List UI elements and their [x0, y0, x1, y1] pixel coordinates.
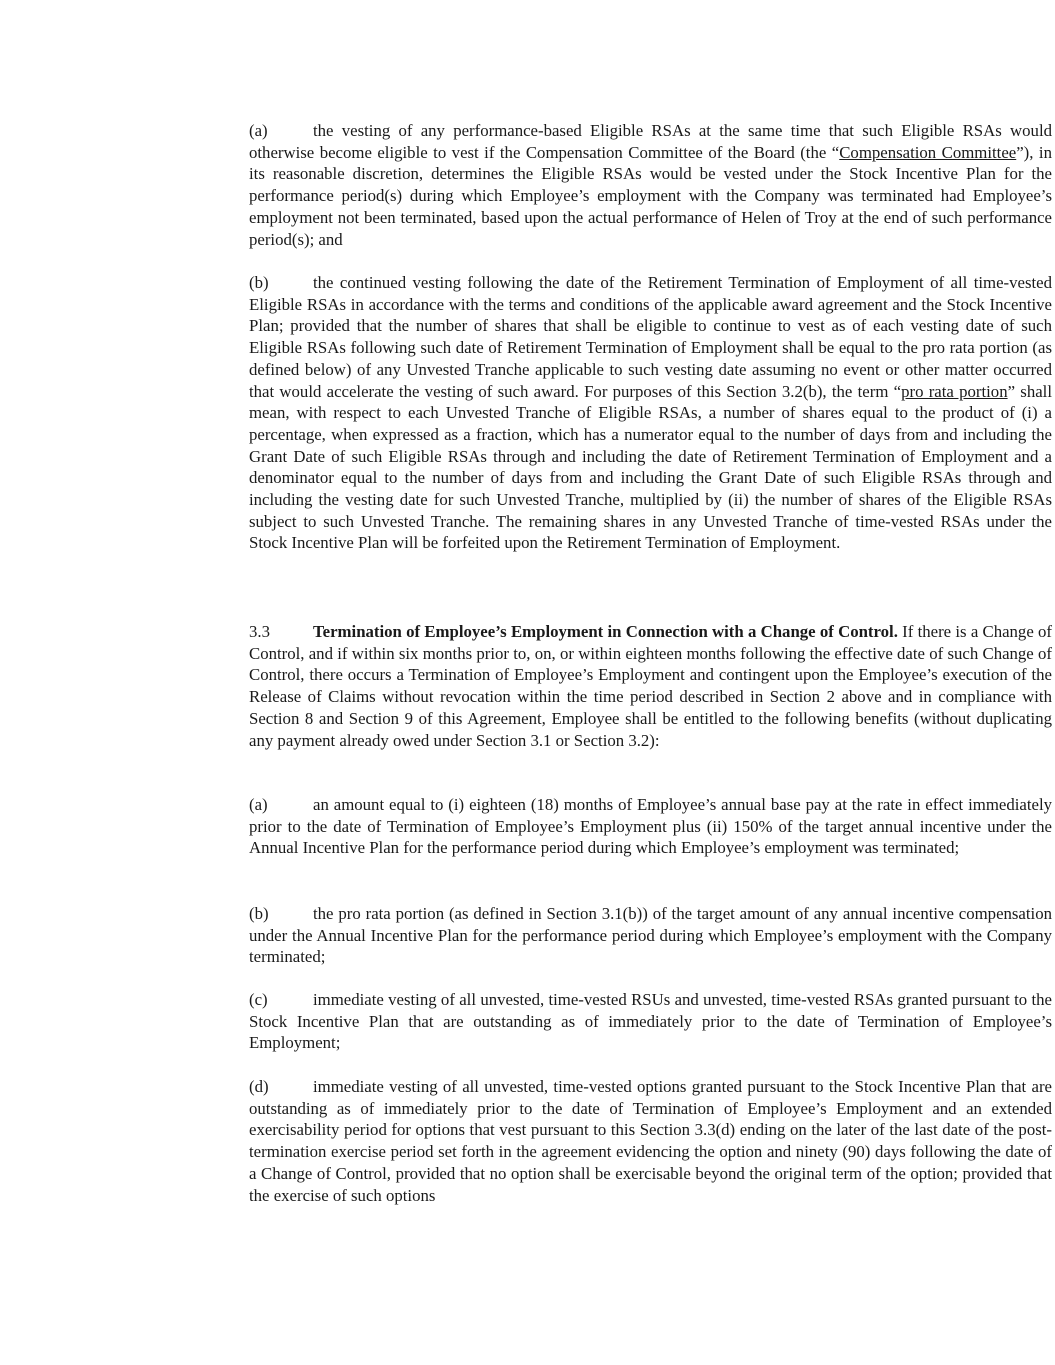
paragraph-text: an amount equal to (i) eighteen (18) months of Employee’s annual base pay at the rate in effect immediately prior to the date of Termination of Employee’s Employment plus (ii) 150% of the target annual incentive under the Annual Incentive Plan for the performance period during which Employee’s employment was terminated;	[249, 795, 1052, 858]
section-heading: Termination of Employee’s Employment in Connection with a Change of Control.	[313, 622, 898, 641]
paragraph-b-continued-vesting	[127, 272, 1052, 554]
paragraph-label: (d)	[249, 1077, 269, 1096]
paragraph-label: (b)	[249, 273, 269, 292]
paragraph-text: immediate vesting of all unvested, time-vested RSUs and unvested, time-vested RSAs granted pursuant to the Stock Incentive Plan that are outstanding as of immediately prior to the date of Termination of Employee’s Employment;	[249, 990, 1052, 1053]
paragraph-c-rsu-vesting	[127, 989, 1052, 1054]
paragraph-text: immediate vesting of all unvested, time-vested options granted pursuant to the Stock Incentive Plan that are outstanding as of immediately prior to the date of Termination of Employee’s Employment and an extended exercisability period for options that vest pursuant to this Section 3.3(d) ending on the later of the last date of the post-termination exercise period set forth in the agreement evidencing the option and ninety (90) days following the date of a Change of Control, provided that no option shall be exercisable beyond the original term of the option; provided that the exercise of such options	[249, 1077, 1052, 1205]
paragraph-a-base-pay	[127, 794, 1052, 859]
paragraph-d-option-vesting	[127, 1076, 1052, 1206]
section-3-3	[127, 621, 1052, 751]
paragraph-b-pro-rata-incentive	[127, 903, 1052, 968]
paragraph-text: the vesting of any performance-based Eligible RSAs at the same time that such Eligible RSAs would otherwise become eligible to vest if the Compensation Committee of the Board (the “	[249, 121, 1052, 162]
paragraph-text: If there is a Change of Control, and if within six months prior to, on, or within eighteen months following the effective date of such Change of Control, there occurs a Termination of Employee’s Employment and contingent upon the Employee’s execution of the Release of Claims without revocation within the time period described in Section 2 above and in compliance with Section 8 and Section 9 of this Agreement, Employee shall be entitled to the following benefits (without duplicating any payment already owed under Section 3.1 or Section 3.2):	[249, 622, 1052, 750]
paragraph-label: (b)	[249, 904, 269, 923]
paragraph-text: ” shall mean, with respect to each Unvested Tranche of Eligible RSAs, a number of shares equal to the product of (i) a percentage, when expressed as a fraction, which has a numerator equal to the number of days from and including the Grant Date of such Eligible RSAs through and including the date of Retirement Termination of Employment and a denominator equal to the number of days from and including the Grant Date of such Eligible RSAs through and including the vesting date for such Unvested Tranche, multiplied by (ii) the number of shares of the Eligible RSAs subject to such Unvested Tranche. The remaining shares in any Unvested Tranche of time-vested RSAs under the Stock Incentive Plan will be forfeited upon the Retirement Termination of Employment.	[249, 381, 1052, 553]
paragraph-text: ”), in its reasonable discretion, determines the Eligible RSAs would be vested under the Stock Incentive Plan for the performance period(s) during which Employee’s employment with the Company was terminated had Employee’s employment not been terminated, based upon the actual performance of Helen of Troy at the end of such performance period(s); and	[249, 142, 1052, 249]
defined-term: pro rata portion	[901, 381, 1008, 401]
paragraph-a-performance-vesting	[127, 120, 1052, 250]
paragraph-label: (c)	[249, 990, 268, 1009]
section-number: 3.3	[249, 622, 270, 641]
paragraph-label: (a)	[249, 121, 268, 140]
paragraph-text: the continued vesting following the date of the Retirement Termination of Employment of all time-vested Eligible RSAs in accordance with the terms and conditions of the applicable award agreement and the Stock Incentive Plan; provided that the number of shares that shall be eligible to continue to vest as of each vesting date of such Eligible RSAs following such date of Retirement Termination of Employment shall be equal to the pro rata portion (as defined below) of any Unvested Tranche applicable to such vesting date assuming no event or other matter occurred that would accelerate the vesting of such award. For purposes of this Section 3.2(b), the term “	[249, 273, 1052, 401]
paragraph-text: the pro rata portion (as defined in Section 3.1(b)) of the target amount of any annual incentive compensation under the Annual Incentive Plan for the performance period during which Employee’s employment with the Company terminated;	[249, 904, 1052, 967]
defined-term: Compensation Committee	[839, 142, 1017, 162]
paragraph-label: (a)	[249, 795, 268, 814]
